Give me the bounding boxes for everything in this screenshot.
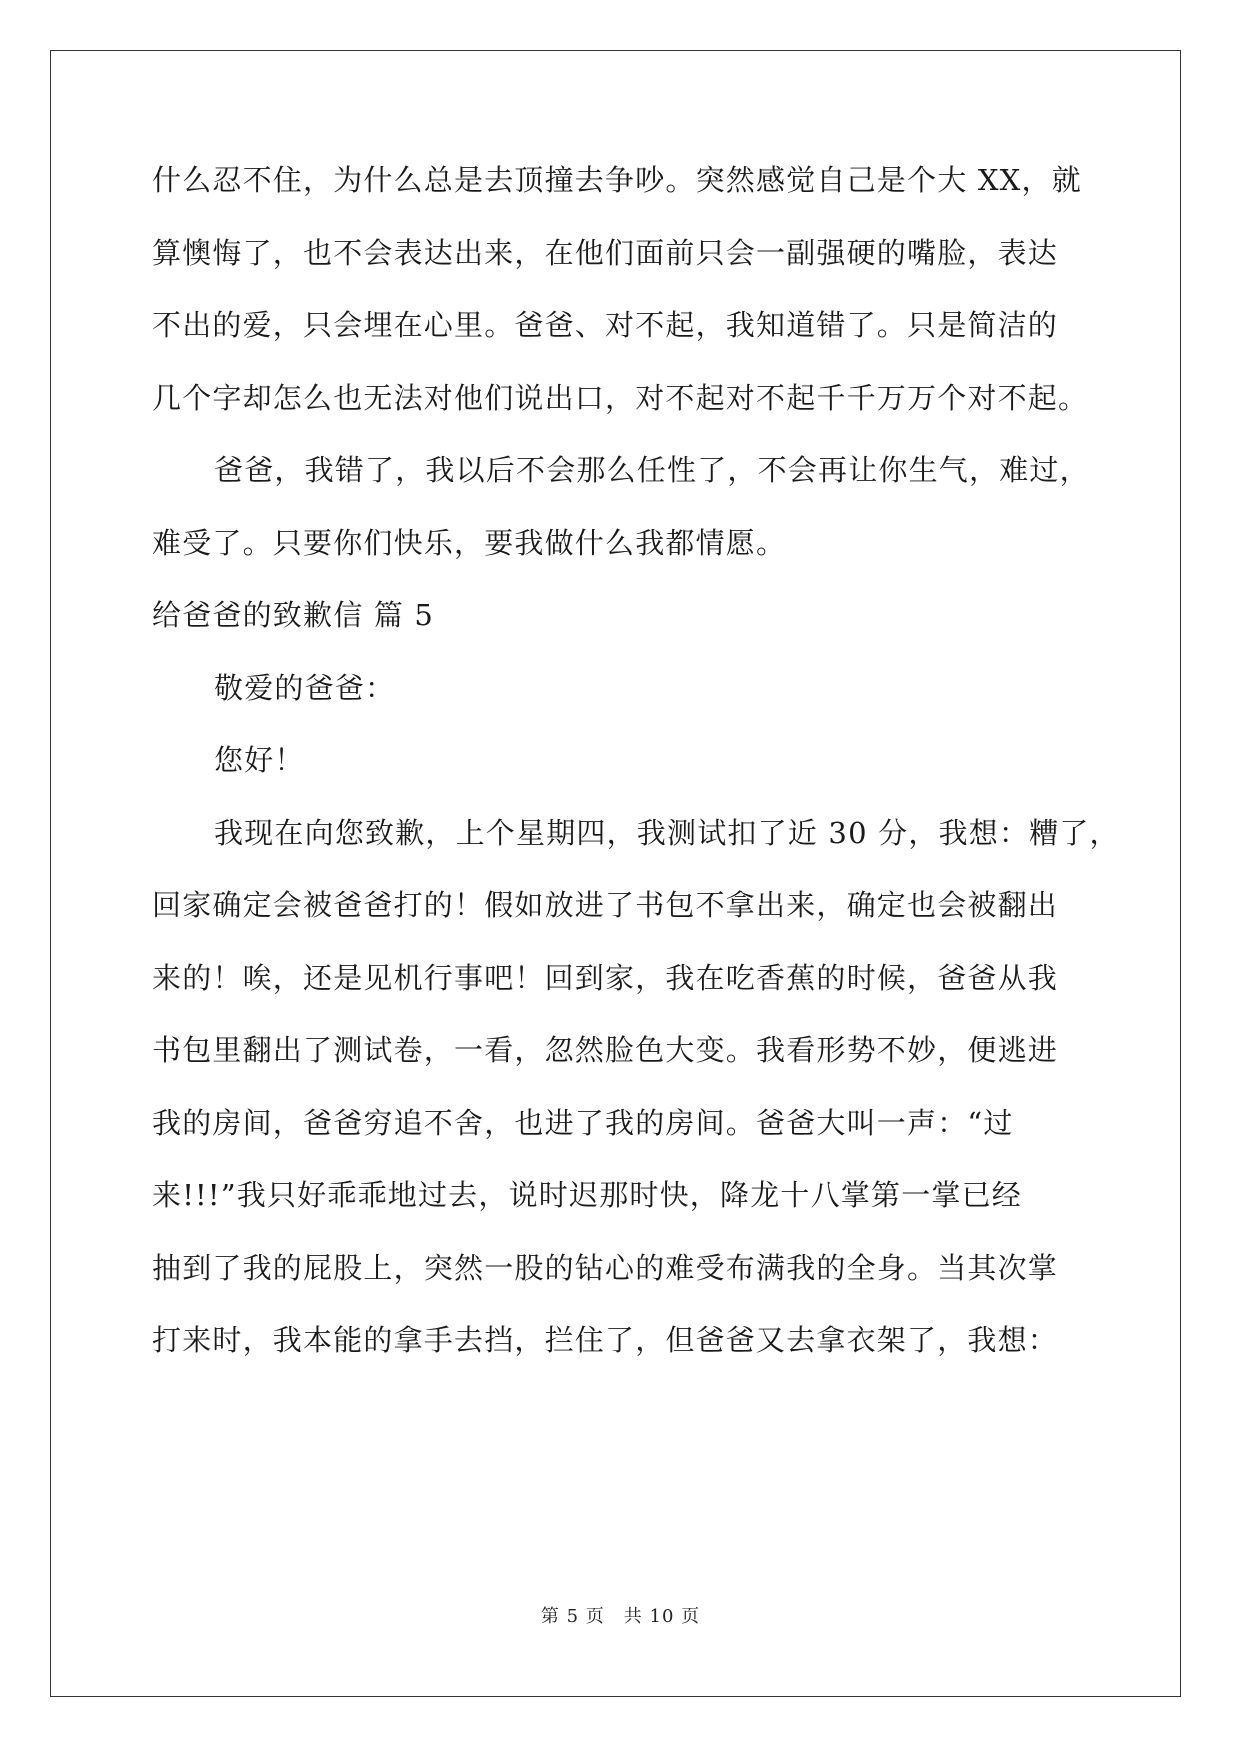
text-line: 书包里翻出了测试卷，一看，忽然脸色大变。我看形势不妙，便逃进 [152,1033,1059,1067]
text-line: 不出的爱，只会埋在心里。爸爸、对不起，我知道错了。只是简洁的 [152,308,1059,342]
text-line: 什么忍不住，为什么总是去顶撞去争吵。突然感觉自己是个大 XX，就 [152,163,1082,197]
section-heading: 给爸爸的致歉信 篇 5 [152,598,435,632]
text-line: 我的房间，爸爸穷追不舍，也进了我的房间。爸爸大叫一声：“过 [152,1106,1014,1140]
text-line: 打来时，我本能的拿手去挡，拦住了，但爸爸又去拿衣架了，我想： [152,1323,1059,1357]
page-number-footer: 第 5 页 共 10 页 [540,1606,701,1627]
text-line: 来的！唉，还是见机行事吧！回到家，我在吃香蕉的时候，爸爸从我 [152,961,1059,995]
salutation: 敬爱的爸爸： [214,671,396,705]
text-line: 几个字却怎么也无法对他们说出口，对不起对不起千千万万个对不起。 [152,381,1089,415]
text-line: 难受了。只要你们快乐，要我做什么我都情愿。 [152,526,787,560]
page-border [50,50,1181,1697]
text-line: 算懊悔了，也不会表达出来，在他们面前只会一副强硬的嘴脸，表达 [152,236,1059,270]
greeting: 您好！ [214,743,305,777]
text-line: 回家确定会被爸爸打的！假如放进了书包不拿出来，确定也会被翻出 [152,888,1059,922]
text-line: 来!!!”我只好乖乖地过去，说时迟那时快，降龙十八掌第一掌已经 [152,1178,1022,1212]
text-line: 爸爸，我错了，我以后不会那么任性了，不会再让你生气，难过， [214,453,1090,487]
text-line: 我现在向您致歉，上个星期四，我测试扣了近 30 分，我想：糟了， [214,816,1120,850]
text-line: 抽到了我的屁股上，突然一股的钻心的难受布满我的全身。当其次掌 [152,1251,1059,1285]
